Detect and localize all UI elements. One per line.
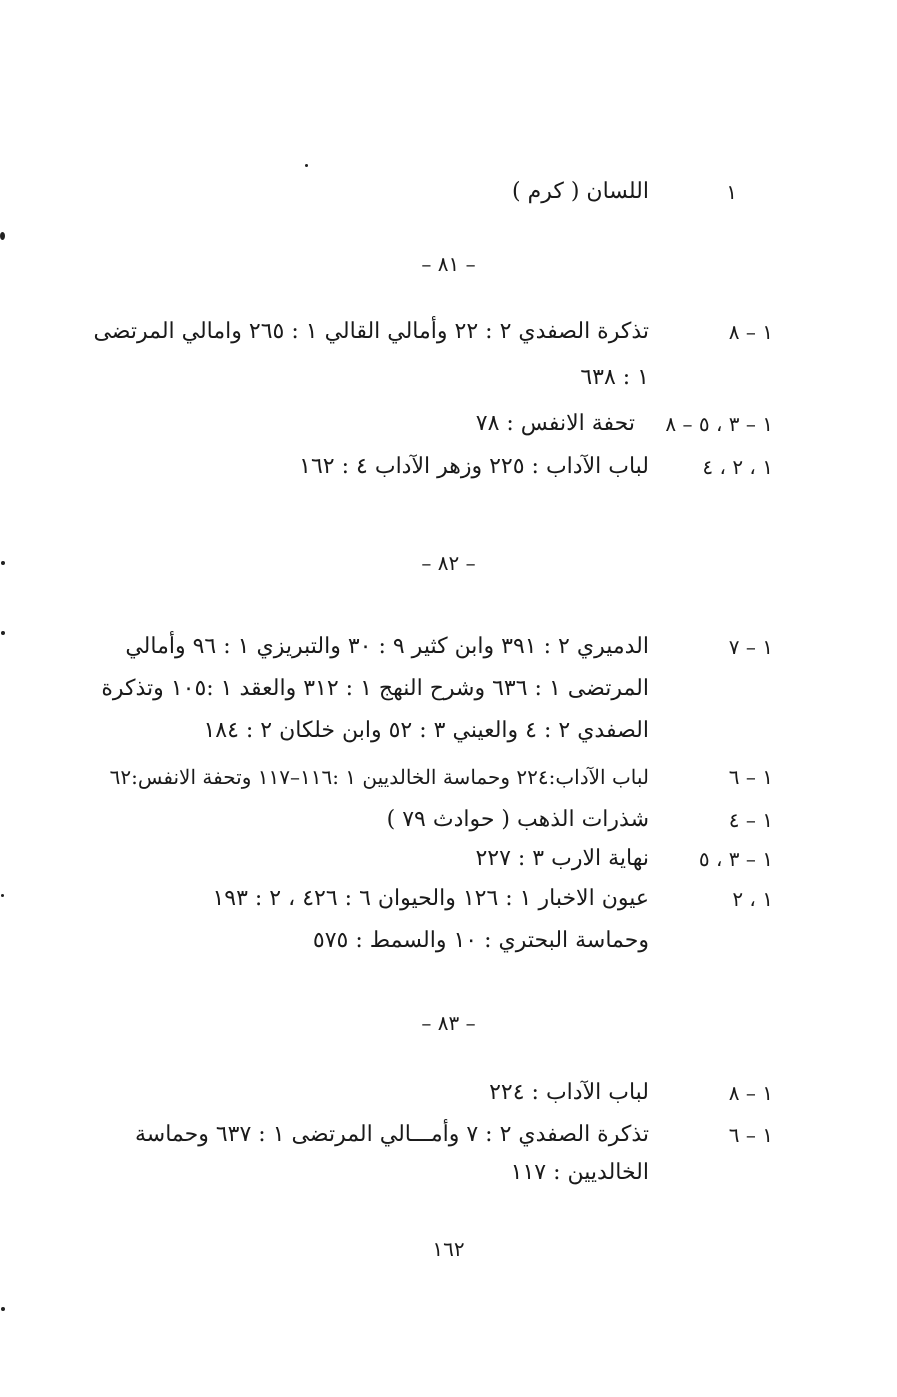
scan-speck xyxy=(1,631,5,635)
entry-number: ١ – ٨ xyxy=(728,320,773,344)
entry-number: ١ – ٦ xyxy=(728,765,773,789)
scan-speck xyxy=(305,164,308,167)
section-heading-82: – ٨٢ – xyxy=(421,551,476,575)
entry-text: تحفة الانفس : ٧٨ xyxy=(475,411,635,436)
entry-text-continued: الصفدي ٢ : ٤ والعيني ٣ : ٥٢ وابن خلكان ٢ : ١٨٤ xyxy=(203,718,649,743)
page-number: ١٦٢ xyxy=(432,1237,465,1261)
entry-number: ١ – ٦ xyxy=(728,1123,773,1147)
entry-number: ١ xyxy=(726,180,737,204)
entry-text: تذكرة الصفدي ٢ : ٢٢ وأمالي القالي ١ : ٢٦٥ وامالي المرتضى xyxy=(93,319,649,344)
entry-text: لباب الآداب : ٢٢٥ وزهر الآداب ٤ : ١٦٢ xyxy=(299,454,649,479)
entry-text: اللسان ( كرم ) xyxy=(512,179,649,204)
section-heading-81: – ٨١ – xyxy=(421,252,476,276)
entry-text-continued: وحماسة البحتري : ١٠ والسمط : ٥٧٥ xyxy=(312,928,649,953)
scan-speck xyxy=(1,894,4,897)
entry-number: ١ – ٤ xyxy=(728,808,773,832)
entry-number: ١ – ٧ xyxy=(728,635,773,659)
scan-speck xyxy=(0,232,5,240)
entry-text: تذكرة الصفدي ٢ : ٧ وأمـــالي المرتضى ١ : ٦٣٧ وحماسة xyxy=(134,1122,649,1147)
entry-text: لباب الآداب:٢٢٤ وحماسة الخالديين ١ :١١٦–١١٧ وتحفة الانفس:٦٢ xyxy=(109,765,649,789)
entry-text: لباب الآداب : ٢٢٤ xyxy=(489,1080,649,1105)
scan-speck xyxy=(1,561,5,565)
entry-text-continued: المرتضى ١ : ٦٣٦ وشرح النهج ١ : ٣١٢ والعقد ١ :١٠٥ وتذكرة xyxy=(101,676,649,701)
entry-number: ١ ، ٢ xyxy=(732,887,773,911)
entry-number: ١ ، ٢ ، ٤ xyxy=(702,455,773,479)
section-heading-83: – ٨٣ – xyxy=(421,1011,476,1035)
entry-text: عيون الاخبار ١ : ١٢٦ والحيوان ٦ : ٤٢٦ ، ٢ : ١٩٣ xyxy=(212,886,649,911)
entry-text-continued: الخالديين : ١١٧ xyxy=(510,1160,649,1185)
scan-speck xyxy=(1,1307,5,1311)
entry-text: شذرات الذهب ( حوادث ٧٩ ) xyxy=(386,807,649,832)
entry-number: ١ – ٨ xyxy=(728,1081,773,1105)
entry-number: ١ – ٣ ، ٥ xyxy=(698,847,773,871)
entry-number: ١ – ٣ ، ٥ – ٨ xyxy=(665,412,773,436)
entry-text: الدميري ٢ : ٣٩١ وابن كثير ٩ : ٣٠ والتبريزي ١ : ٩٦ وأمالي xyxy=(125,634,649,659)
entry-text-continued: ١ : ٦٣٨ xyxy=(580,365,649,390)
entry-text: نهاية الارب ٣ : ٢٢٧ xyxy=(475,846,649,871)
